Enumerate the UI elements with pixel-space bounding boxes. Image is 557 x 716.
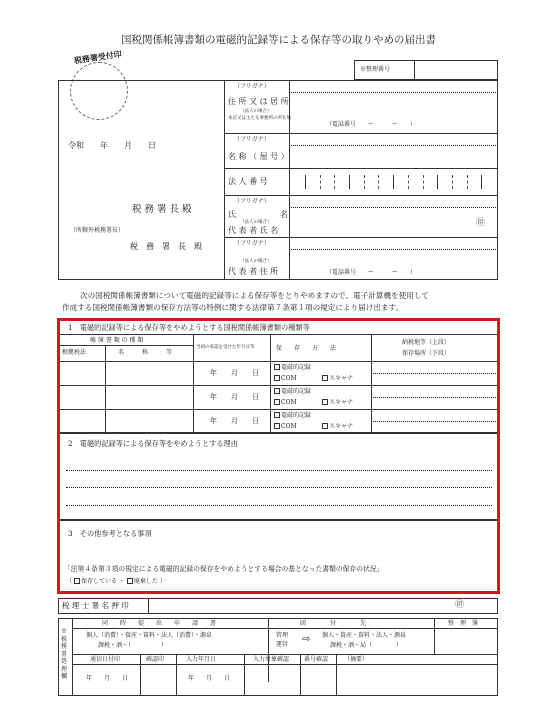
row-1-date: 年 月 日: [210, 369, 259, 377]
tax-accountant-seal: ㊞: [455, 600, 465, 610]
col-place-1: 納税地等（上段）: [402, 339, 451, 346]
address-note-1: （法人の場合）: [240, 109, 272, 114]
rep-name-label: 代 表 者 氏 名: [228, 226, 279, 235]
shokatsugai-label: （所轄外税務署長）: [70, 227, 125, 234]
shimei-label-1: 氏: [228, 210, 236, 219]
row-2-opt1[interactable]: 電磁的記録: [274, 388, 311, 395]
receipt-stamp-label: 税務署受付印: [73, 49, 123, 66]
tax-office-label: 税 務 署 長 殿: [132, 204, 192, 215]
col-method: 保 存 方 法: [276, 345, 337, 352]
kai-line-1: 個人・資産・資料・法人・源泉: [322, 632, 407, 639]
row-2-opt2[interactable]: COM: [274, 399, 297, 406]
row-1-opt1[interactable]: 電磁的記録: [274, 364, 311, 371]
date-2: 年 月 日: [188, 675, 231, 682]
arrow-icon: ⇨: [302, 634, 311, 645]
col-date: 当初の承認を受けた年月日等: [196, 345, 255, 350]
nyuryoku-kakunin-label: 入力対象確認: [253, 656, 290, 663]
seiribo-header: 整 理 簿: [448, 620, 479, 627]
section-1-title: 1 電磁的記録等による保存等をやめようとする国税関係帳簿書類の種類等: [68, 323, 310, 332]
section-3-options: （ 保存している ・ 廃棄した ）: [66, 578, 166, 585]
kai-line-2: 課税・酒・局（ ）: [330, 642, 403, 649]
bango-label: 番号確認: [304, 656, 329, 663]
corporate-number-field[interactable]: [300, 172, 496, 192]
row-2-opt3[interactable]: スキャナ: [322, 399, 353, 406]
tekiyo-label: （摘要）: [344, 656, 369, 663]
tsushin-label: 通信日付印: [90, 656, 121, 663]
row-2-date: 年 月 日: [210, 393, 259, 401]
rep-address-field[interactable]: [292, 252, 496, 270]
rep-addr-note: （法人の場合）: [240, 259, 272, 264]
name-label: 名 称 （ 屋 号 ）: [228, 152, 289, 161]
row-3-opt1[interactable]: 電磁的記録: [274, 412, 311, 419]
phone-label-1: （電話番号 ー ー ）: [326, 121, 417, 128]
rep-addr-label: 代 表 者 住 所: [228, 267, 279, 276]
kaitsuki-header: 回 付 先: [300, 620, 367, 627]
seiri-number-label: ※整理番号: [360, 66, 391, 73]
date-label: 令和 年 月 日: [68, 141, 156, 150]
row-3-opt3[interactable]: スキャナ: [322, 423, 353, 430]
rep-name-field[interactable]: [292, 210, 472, 234]
office-side-label: ※税務署処理欄: [61, 628, 68, 680]
date-1: 年 月 日: [86, 675, 129, 682]
col-place-2: 保存場所（下段）: [402, 350, 451, 357]
furigana-label-3: （フリガナ）: [234, 198, 270, 205]
col-law: 根拠税法: [62, 349, 87, 356]
address-label: 住 所 又 は 居 所: [228, 97, 289, 106]
address-field[interactable]: [292, 96, 496, 120]
row-1-opt2[interactable]: COM: [274, 375, 297, 382]
corporate-number-label: 法 人 番 号: [228, 177, 268, 186]
discard-label: 廃棄した: [133, 578, 158, 585]
tax-accountant-field[interactable]: [150, 599, 450, 613]
doji-line-1: 個人（消費）・資産・資料・法人（消費）・源泉: [86, 632, 213, 639]
row-3-opt2[interactable]: COM: [274, 423, 297, 430]
col-kind: 帳 簿 書 類 の 種 類: [90, 337, 144, 344]
section-2-title: 2 電磁的記録等による保存等をやめようとする理由: [68, 439, 238, 448]
doji-header: 同 時 提 出 申 請 書: [102, 620, 217, 627]
applicant-seal-mark: ㊞: [476, 218, 486, 228]
furigana-label-1: （フリガナ）: [234, 83, 270, 90]
kakunin-label: 確認印: [146, 656, 165, 663]
kanri-1: 管理: [276, 632, 289, 639]
row-3-date: 年 月 日: [210, 417, 259, 425]
section-3-title: 3 その他参考となる事項: [68, 529, 152, 538]
nyuryoku-label: 入力年月日: [186, 656, 217, 663]
furigana-label-2: （フリガナ）: [234, 136, 270, 143]
intro-line-1: 次の国税関係帳簿書類について電磁的記録等による保存等をとりやめますので、電子計算機を使用して: [80, 291, 430, 300]
section-3-quote: 「法第４条第３項の規定による電磁的記録の保存をやめようとする場合の基となった書類の保存の状況」: [64, 565, 384, 573]
tax-office-label-2: 税 務 署 長 殿: [130, 242, 202, 251]
kanri-2: 運営: [276, 641, 289, 648]
doji-line-2: 課税・酒・（ ）: [98, 642, 168, 649]
phone-label-2: （電話番号 ー ー ）: [326, 269, 417, 276]
keep-label: 保存している: [80, 578, 117, 585]
tax-office-field[interactable]: [70, 200, 130, 216]
intro-line-2: 作成する国税関係帳簿書類の保存方法等の特例に関する法律第７条第１項の規定により届け出ます。: [62, 303, 404, 312]
shimei-label-2: 名: [280, 210, 288, 219]
page-title: 国税関係帳簿書類の電磁的記録等による保存等の取りやめの届出書: [121, 34, 436, 46]
tax-accountant-label: 税 理 士 署 名 押 印: [62, 601, 129, 610]
address-note-2: 本店又は主たる事務所の所在地: [228, 116, 291, 121]
furigana-label-4: （フリガナ）: [234, 240, 270, 247]
col-name: 名 称 等: [118, 349, 173, 356]
highlight-box: [57, 318, 500, 594]
row-1-opt3[interactable]: スキャナ: [322, 375, 353, 382]
shimei-note: （法人の場合）: [240, 220, 272, 225]
name-field[interactable]: [292, 148, 496, 166]
